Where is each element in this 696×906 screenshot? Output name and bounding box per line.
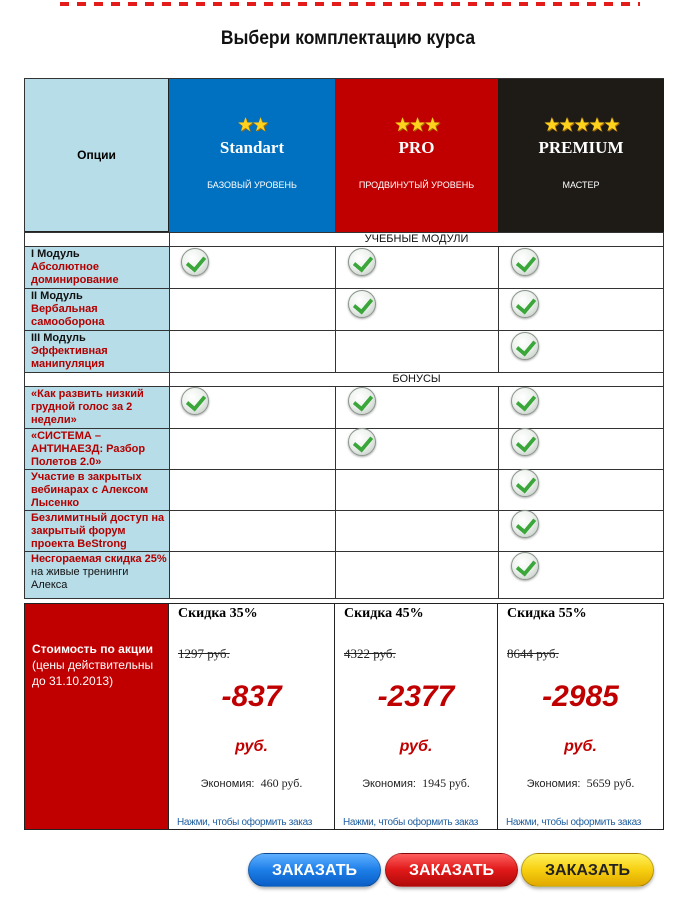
- old-price: 4322 руб.: [344, 646, 396, 661]
- economy: [335, 776, 497, 791]
- check-icon: [511, 552, 539, 580]
- price-card-standart: [169, 603, 335, 830]
- check-icon: [511, 510, 539, 538]
- grid-line: [335, 246, 336, 372]
- promo-price: -2377: [377, 680, 455, 713]
- grid-line: [24, 551, 664, 552]
- option-bonus-4: Безлимитный доступ на закрытый форум проекта BeStrong: [31, 512, 165, 550]
- price-card-pro: [335, 603, 498, 830]
- price-label: [32, 641, 156, 689]
- promo-price: -837: [221, 680, 282, 713]
- plan-name: PREMIUM: [538, 138, 624, 157]
- grid-line: [24, 288, 664, 289]
- price-label-cell: [24, 603, 169, 830]
- old-price: 1297 руб.: [178, 646, 230, 661]
- check-icon: [511, 332, 539, 360]
- check-icon: [511, 469, 539, 497]
- plan-header-premium: [498, 78, 664, 232]
- price-label-bold: Стоимость по акции: [32, 642, 153, 656]
- plan-header-pro: [335, 78, 498, 232]
- plan-header-standart: [169, 78, 335, 232]
- option-bonus-2: «СИСТЕМА – АНТИНАЕЗД: Разбор Полетов 2.0»: [31, 430, 146, 468]
- grid-line: [24, 510, 664, 511]
- grid-line: [24, 598, 664, 599]
- economy-label: Экономия:: [200, 778, 255, 790]
- bonus-highlight: Несгораемая скидка 25%: [31, 553, 167, 565]
- plan-name: PRO: [398, 138, 435, 157]
- grid-line: [498, 386, 499, 599]
- grid-line: [24, 428, 664, 429]
- grid-line: [24, 246, 664, 247]
- options-header: [24, 78, 169, 232]
- check-icon: [348, 387, 376, 415]
- option-bonus-3: Участие в закрытых вебинарах с Алексом Лысенко: [31, 471, 149, 509]
- grid-line: [24, 330, 664, 331]
- grid-line: [663, 232, 664, 599]
- check-icon: [348, 248, 376, 276]
- currency-label: руб.: [235, 738, 268, 755]
- grid-line: [498, 246, 499, 372]
- currency-label: руб.: [564, 738, 597, 755]
- check-icon: [181, 387, 209, 415]
- check-icon: [511, 248, 539, 276]
- check-icon: [511, 290, 539, 318]
- currency-label: руб.: [399, 738, 433, 755]
- module-desc: Вербальная самооборона: [31, 303, 105, 328]
- discount-label: Скидка 45%: [344, 606, 424, 621]
- star-rating-icon: ★★★: [393, 115, 440, 136]
- economy-label: Экономия:: [526, 778, 581, 790]
- module-desc: Эффективная манипуляция: [31, 345, 108, 370]
- option-module-3: [31, 332, 167, 371]
- order-button-standart[interactable]: ЗАКАЗАТЬ: [248, 853, 381, 887]
- option-module-2: [31, 290, 167, 329]
- order-button-pro[interactable]: ЗАКАЗАТЬ: [385, 853, 518, 887]
- grid-line: [24, 469, 664, 470]
- old-price: 8644 руб.: [507, 646, 559, 661]
- economy-label: Экономия:: [362, 778, 416, 790]
- order-link[interactable]: Нажми, чтобы оформить заказ: [343, 817, 479, 828]
- module-label: III Модуль: [31, 332, 86, 344]
- section-header-modules: УЧЕБНЫЕ МОДУЛИ: [364, 233, 469, 245]
- check-icon: [511, 428, 539, 456]
- grid-line: [24, 386, 664, 387]
- grid-line: [335, 386, 336, 599]
- plan-subtitle: МАСТЕР: [562, 180, 600, 190]
- grid-line: [24, 78, 664, 79]
- economy-value: 1945 руб.: [422, 776, 470, 790]
- module-label: I Модуль: [31, 248, 80, 260]
- discount-label: Скидка 55%: [507, 606, 587, 621]
- promo-price: -2985: [542, 680, 619, 713]
- grid-line: [24, 78, 25, 599]
- bonus-rest: на живые тренинги Алекса: [31, 566, 129, 591]
- option-bonus-1: «Как развить низкий грудной голос за 2 недели»: [31, 388, 144, 426]
- options-header-label: Опции: [77, 148, 116, 162]
- grid-line: [169, 232, 170, 599]
- check-icon: [348, 428, 376, 456]
- economy: [169, 776, 334, 791]
- star-rating-icon: ★★: [236, 115, 268, 136]
- module-desc: Абсолютное доминирование: [31, 261, 119, 286]
- plan-subtitle: ПРОДВИНУТЫЙ УРОВЕНЬ: [358, 180, 475, 190]
- price-card-premium: [498, 603, 664, 830]
- grid-line: [24, 372, 664, 373]
- top-dashed-divider: [60, 2, 640, 6]
- star-rating-icon: ★★★★★: [543, 115, 619, 136]
- grid-line: [24, 232, 664, 233]
- option-module-1: [31, 248, 167, 287]
- price-label-rest: (цены действительны до 31.10.2013): [32, 658, 154, 688]
- order-link[interactable]: Нажми, чтобы оформить заказ: [506, 817, 642, 828]
- page-title: Выбери комплектацию курса: [220, 28, 476, 49]
- plan-subtitle: БАЗОВЫЙ УРОВЕНЬ: [207, 180, 297, 190]
- check-icon: [511, 387, 539, 415]
- discount-label: Скидка 35%: [178, 606, 258, 621]
- section-header-bonuses: БОНУСЫ: [392, 373, 441, 385]
- economy-value: 460 руб.: [260, 776, 303, 790]
- order-link[interactable]: Нажми, чтобы оформить заказ: [177, 817, 313, 828]
- module-label: II Модуль: [31, 290, 83, 302]
- option-bonus-5: [31, 553, 167, 592]
- order-button-premium[interactable]: ЗАКАЗАТЬ: [521, 853, 654, 887]
- economy-value: 5659 руб.: [586, 776, 635, 790]
- check-icon: [181, 248, 209, 276]
- check-icon: [348, 290, 376, 318]
- plan-name: Standart: [219, 138, 285, 157]
- economy: [498, 776, 663, 791]
